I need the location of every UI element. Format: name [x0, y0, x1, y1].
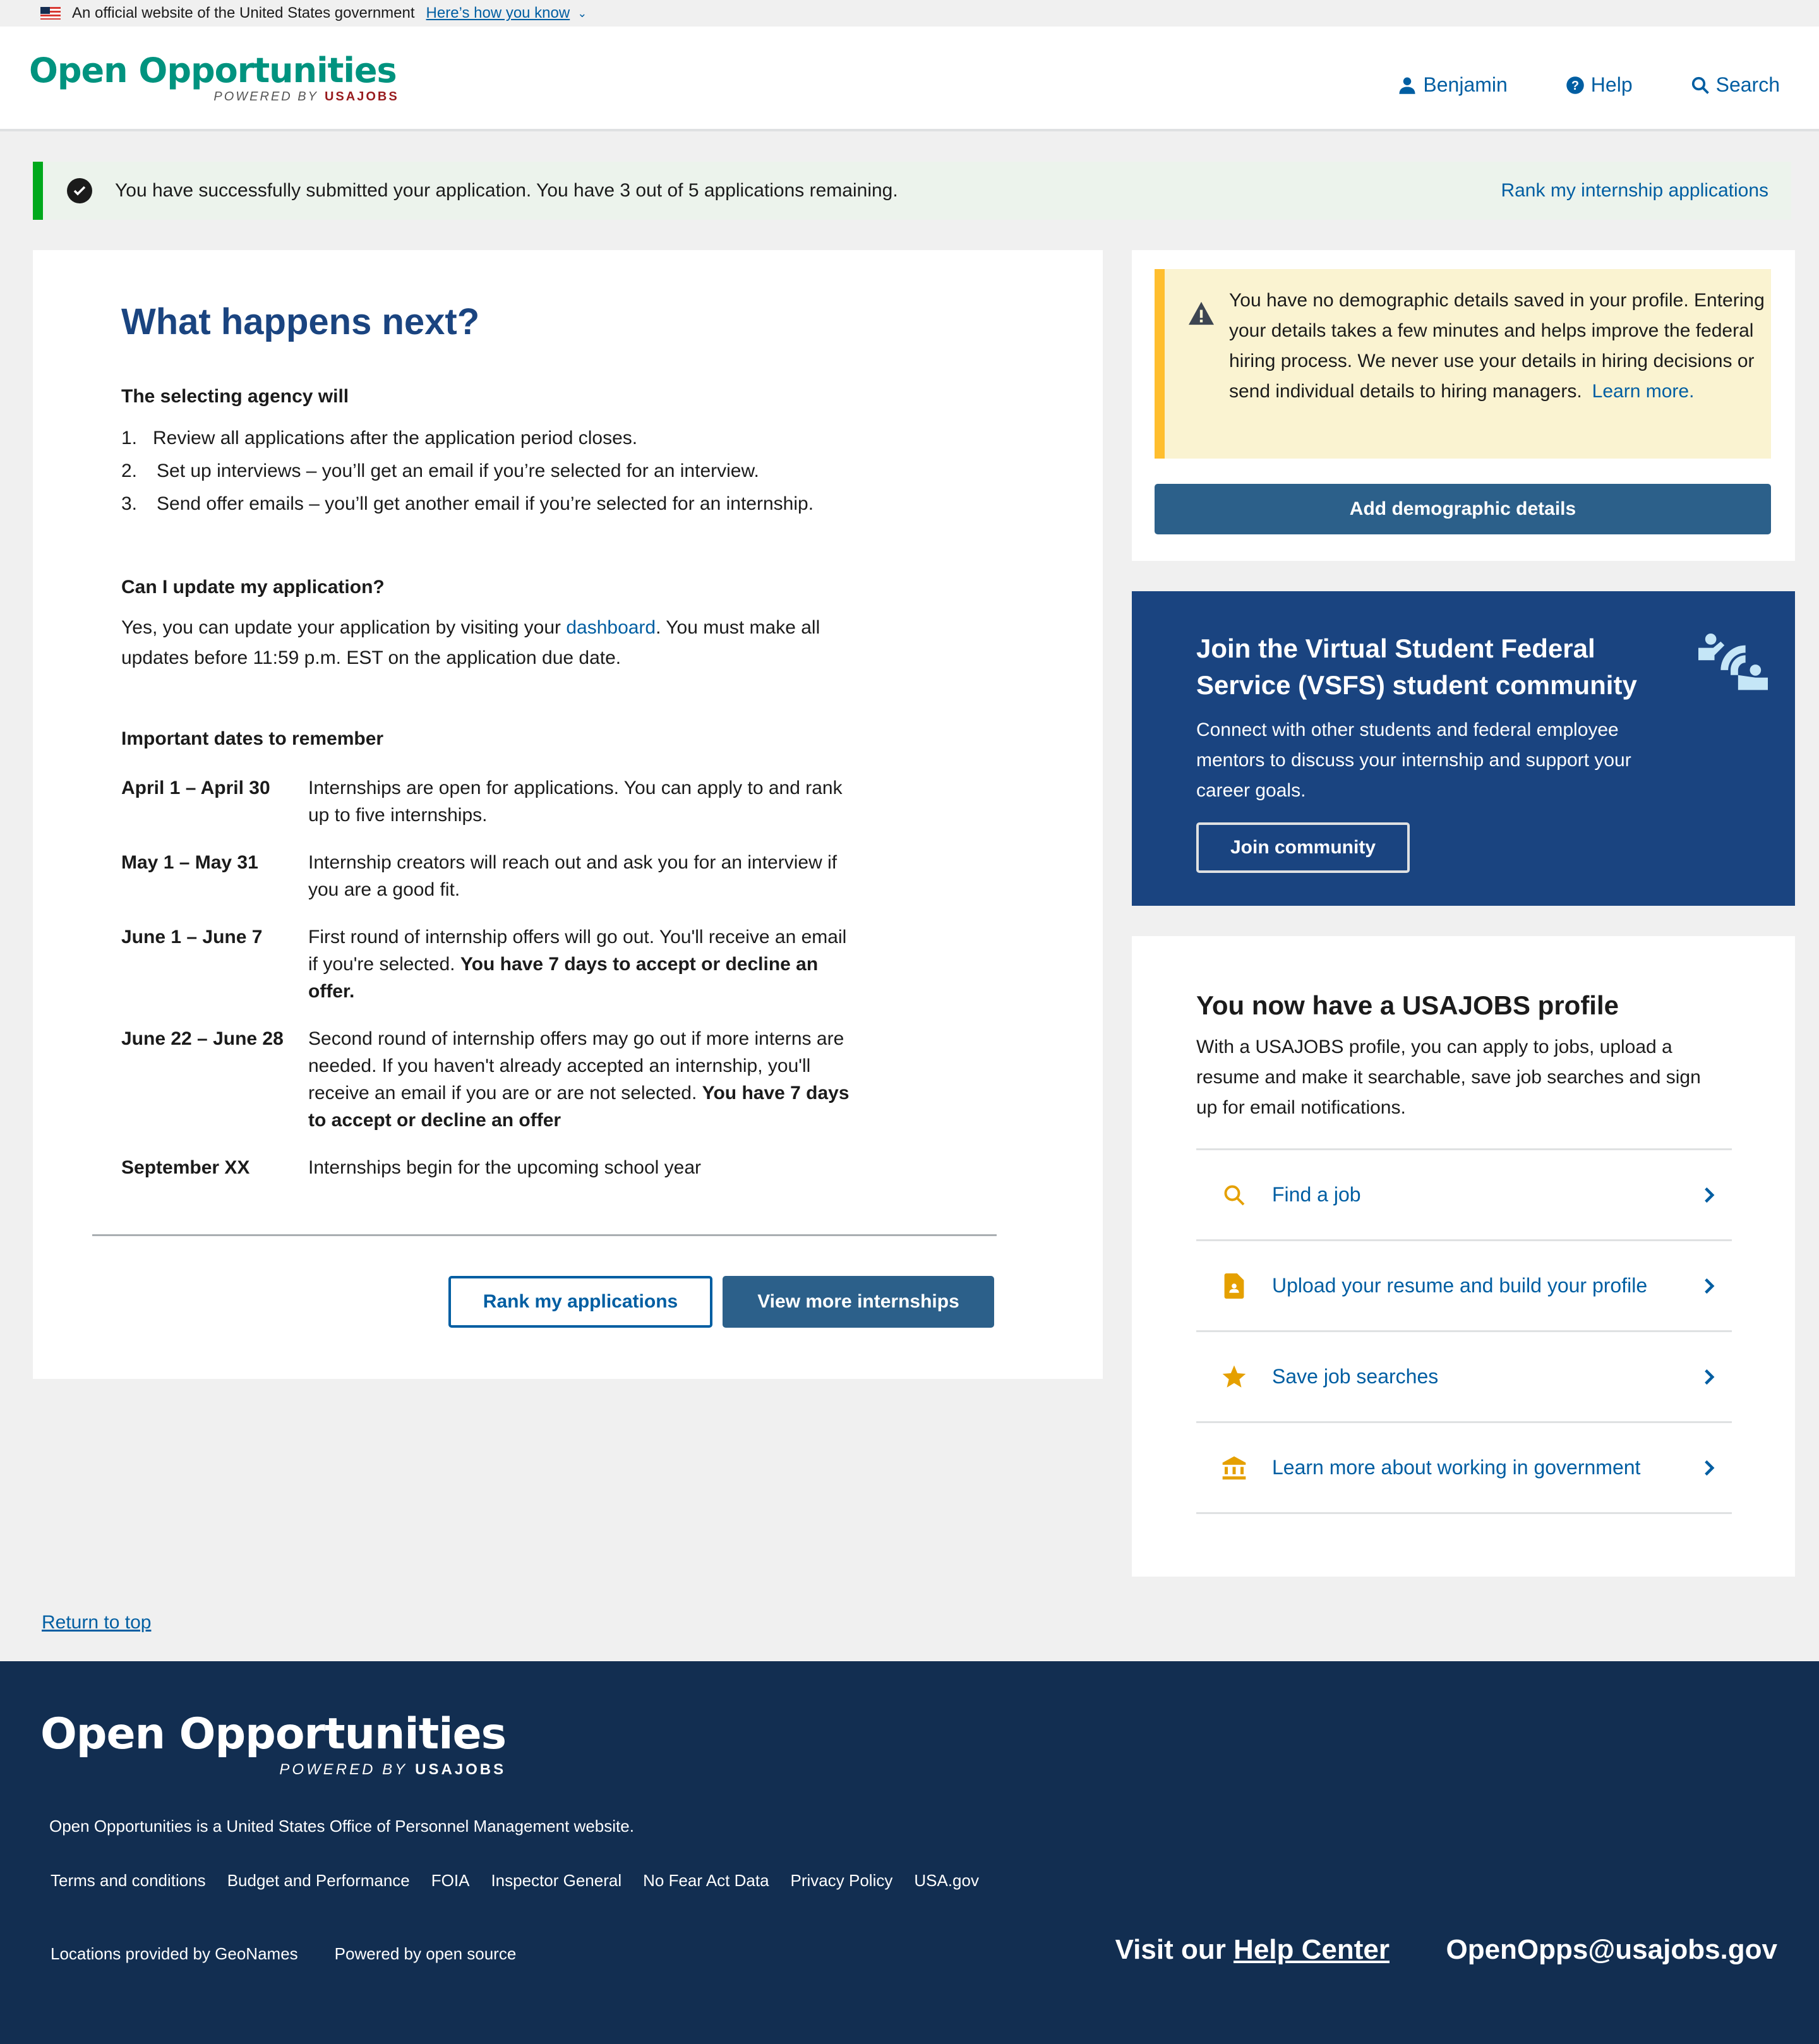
date-text: Second round of internship offers may go out if more interns are needed. If you haven't already accepted an internship, you'll receive an email if you are or are not selected. [308, 1028, 844, 1103]
footer-link-foia[interactable]: FOIA [431, 1871, 470, 1890]
gov-banner-text: An official website of the United States government [72, 4, 415, 21]
profile-title: You now have a USAJOBS profile [1196, 990, 1619, 1020]
learn-more-link[interactable]: Learn more. [1592, 381, 1695, 402]
profile-link-save-searches[interactable] [1196, 1332, 1732, 1423]
page-title: What happens next? [121, 301, 480, 342]
resume-icon [1222, 1273, 1247, 1299]
date-bold-text: You have 7 days to accept or decline an offer [308, 1083, 849, 1131]
chevron-right-icon [1702, 1368, 1717, 1386]
update-paragraph [121, 613, 835, 673]
date-text: Internship creators will reach out and ask you for an interview if you are a good fit. [308, 852, 837, 900]
footer-links [51, 1871, 979, 1891]
logo-title: Open Opportunities [29, 51, 397, 90]
step-text: Set up interviews – you’ll get an email if you’re selected for an interview. [157, 460, 759, 481]
vsfs-title: Join the Virtual Student Federal Service (VSFS) student community [1196, 634, 1637, 700]
step-text: Send offer emails – you’ll get another email if you’re selected for an internship. [157, 493, 814, 514]
logo-powered-by [213, 90, 399, 104]
footer-link-no-fear-act[interactable]: No Fear Act Data [643, 1871, 769, 1890]
date-label: April 1 – April 30 [121, 778, 270, 798]
step-number: 2. [121, 460, 138, 481]
logo-usajobs-text: USAJOBS [324, 90, 399, 104]
footer-usajobs-text: USAJOBS [415, 1761, 507, 1778]
profile-link-find-a-job[interactable] [1196, 1150, 1732, 1241]
date-row [121, 774, 879, 829]
rank-internship-applications-link[interactable]: Rank my internship applications [1501, 180, 1768, 201]
list-item [121, 488, 879, 520]
chevron-down-icon[interactable]: ⌄ [577, 6, 587, 20]
footer-link-usagov[interactable]: USA.gov [914, 1871, 979, 1890]
profile-link-upload-resume[interactable] [1196, 1241, 1732, 1332]
nav-help[interactable] [1566, 73, 1633, 97]
add-demographic-details-button[interactable]: Add demographic details [1155, 484, 1771, 534]
header-nav [1398, 73, 1780, 97]
agency-steps-list [121, 422, 879, 520]
footer-link-geonames[interactable]: Locations provided by GeoNames [51, 1944, 298, 1963]
section-divider [92, 1234, 997, 1236]
gov-banner [0, 0, 1819, 27]
warning-icon [1187, 301, 1215, 326]
footer-bottom-links [51, 1944, 516, 1964]
date-bold-text: You have 7 days to accept or decline an offer. [308, 954, 819, 1002]
update-text-after: . You must make all updates before 11:59 p.m. EST on the application due date. [121, 617, 820, 668]
search-icon [1222, 1182, 1247, 1208]
nav-search[interactable] [1691, 73, 1780, 97]
important-dates-list [121, 774, 879, 1181]
usajobs-profile-card [1132, 936, 1795, 1577]
footer-link-privacy[interactable]: Privacy Policy [790, 1871, 893, 1890]
date-description [308, 774, 851, 829]
help-center-link[interactable]: Help Center [1234, 1934, 1390, 1965]
footer-about-text: Open Opportunities is a United States Office of Personnel Management website. [49, 1817, 634, 1836]
dashboard-link[interactable]: dashboard [566, 617, 656, 638]
date-label: September XX [121, 1157, 250, 1178]
chevron-right-icon [1702, 1459, 1717, 1477]
footer-link-inspector-general[interactable]: Inspector General [491, 1871, 622, 1890]
date-description [308, 849, 851, 903]
what-happens-next-card [33, 250, 1103, 1379]
search-icon [1691, 76, 1710, 95]
profile-link-label: Upload your resume and build your profile [1272, 1274, 1648, 1297]
site-footer [0, 1661, 1819, 2044]
footer-help-center [1115, 1934, 1390, 1966]
profile-link-label: Learn more about working in government [1272, 1456, 1641, 1479]
logo-powered-text: POWERED BY [213, 90, 318, 104]
chevron-right-icon [1702, 1186, 1717, 1204]
footer-link-open-source[interactable]: Powered by open source [334, 1944, 517, 1963]
help-icon [1566, 76, 1585, 95]
footer-logo-powered-by [279, 1761, 506, 1779]
us-flag-icon [40, 7, 61, 20]
date-text: First round of internship offers will go out. You'll receive an email if you're selected. [308, 927, 847, 975]
warning-text [1229, 286, 1766, 407]
nav-search-label: Search [1715, 73, 1780, 96]
date-description [308, 1025, 851, 1134]
date-description [308, 923, 851, 1005]
return-to-top-link[interactable]: Return to top [42, 1612, 152, 1633]
footer-link-terms[interactable]: Terms and conditions [51, 1871, 206, 1890]
update-text-before: Yes, you can update your application by visiting your [121, 617, 567, 638]
profile-link-label: Find a job [1272, 1183, 1361, 1206]
step-number: 1. [121, 428, 138, 448]
dates-heading: Important dates to remember [121, 728, 384, 749]
date-description [308, 1154, 851, 1181]
nav-help-label: Help [1590, 73, 1633, 96]
footer-powered-text: POWERED BY [279, 1761, 408, 1778]
profile-description: With a USAJOBS profile, you can apply to jobs, upload a resume and make it searchable, save job searches and sign up for email notifications. [1196, 1037, 1701, 1118]
success-alert [33, 162, 1791, 220]
demographic-card [1132, 250, 1795, 561]
success-message: You have successfully submitted your application. You have 3 out of 5 applications remaining. [115, 180, 898, 201]
footer-logo-title: Open Opportunities [40, 1709, 507, 1759]
date-row [121, 1025, 879, 1134]
date-text: Internships are open for applications. You can apply to and rank up to five internships. [308, 778, 843, 826]
date-label: May 1 – May 31 [121, 852, 258, 873]
profile-links-list [1196, 1148, 1732, 1514]
star-icon [1222, 1364, 1247, 1390]
vsfs-community-card [1132, 591, 1795, 906]
view-more-internships-button[interactable]: View more internships [723, 1276, 994, 1328]
update-heading: Can I update my application? [121, 577, 385, 598]
user-icon [1398, 76, 1417, 95]
agency-heading: The selecting agency will [121, 386, 349, 407]
rank-my-applications-button[interactable]: Rank my applications [448, 1276, 712, 1328]
warning-message: You have no demographic details saved in your profile. Entering your details takes a few minutes and helps improve the federal hiring process. We never use your details in hiring decisions or send individual details to hiring managers. [1229, 290, 1765, 402]
date-text: Internships begin for the upcoming school year [308, 1157, 702, 1178]
action-buttons [448, 1276, 994, 1328]
svg-text:?: ? [1571, 78, 1579, 93]
list-item [121, 455, 879, 488]
nav-user-label: Benjamin [1423, 73, 1508, 96]
list-item [121, 422, 879, 455]
step-number: 3. [121, 493, 138, 514]
chevron-right-icon [1702, 1277, 1717, 1295]
community-people-icon [1698, 633, 1768, 702]
profile-link-label: Save job searches [1272, 1365, 1439, 1388]
date-row [121, 849, 879, 903]
date-label: June 1 – June 7 [121, 927, 263, 947]
profile-link-working-in-government[interactable] [1196, 1423, 1732, 1514]
footer-email-link[interactable]: OpenOpps@usajobs.gov [1446, 1934, 1777, 1965]
government-building-icon [1222, 1455, 1247, 1481]
help-prefix-text: Visit our [1115, 1934, 1234, 1965]
date-row [121, 1154, 879, 1181]
footer-link-budget[interactable]: Budget and Performance [227, 1871, 410, 1890]
step-text: Review all applications after the application period closes. [153, 428, 638, 448]
join-community-button[interactable]: Join community [1196, 822, 1410, 873]
check-circle-icon [67, 178, 92, 203]
date-label: June 22 – June 28 [121, 1028, 284, 1049]
vsfs-description: Connect with other students and federal employee mentors to discuss your internship and support your career goals. [1196, 719, 1631, 801]
footer-logo[interactable] [40, 1709, 507, 1778]
demographic-warning-alert [1155, 269, 1771, 459]
date-row [121, 923, 879, 1005]
site-header [0, 27, 1819, 131]
site-logo[interactable] [29, 51, 399, 104]
nav-user[interactable] [1398, 73, 1507, 97]
heres-how-you-know-link[interactable]: Here’s how you know [426, 4, 570, 21]
